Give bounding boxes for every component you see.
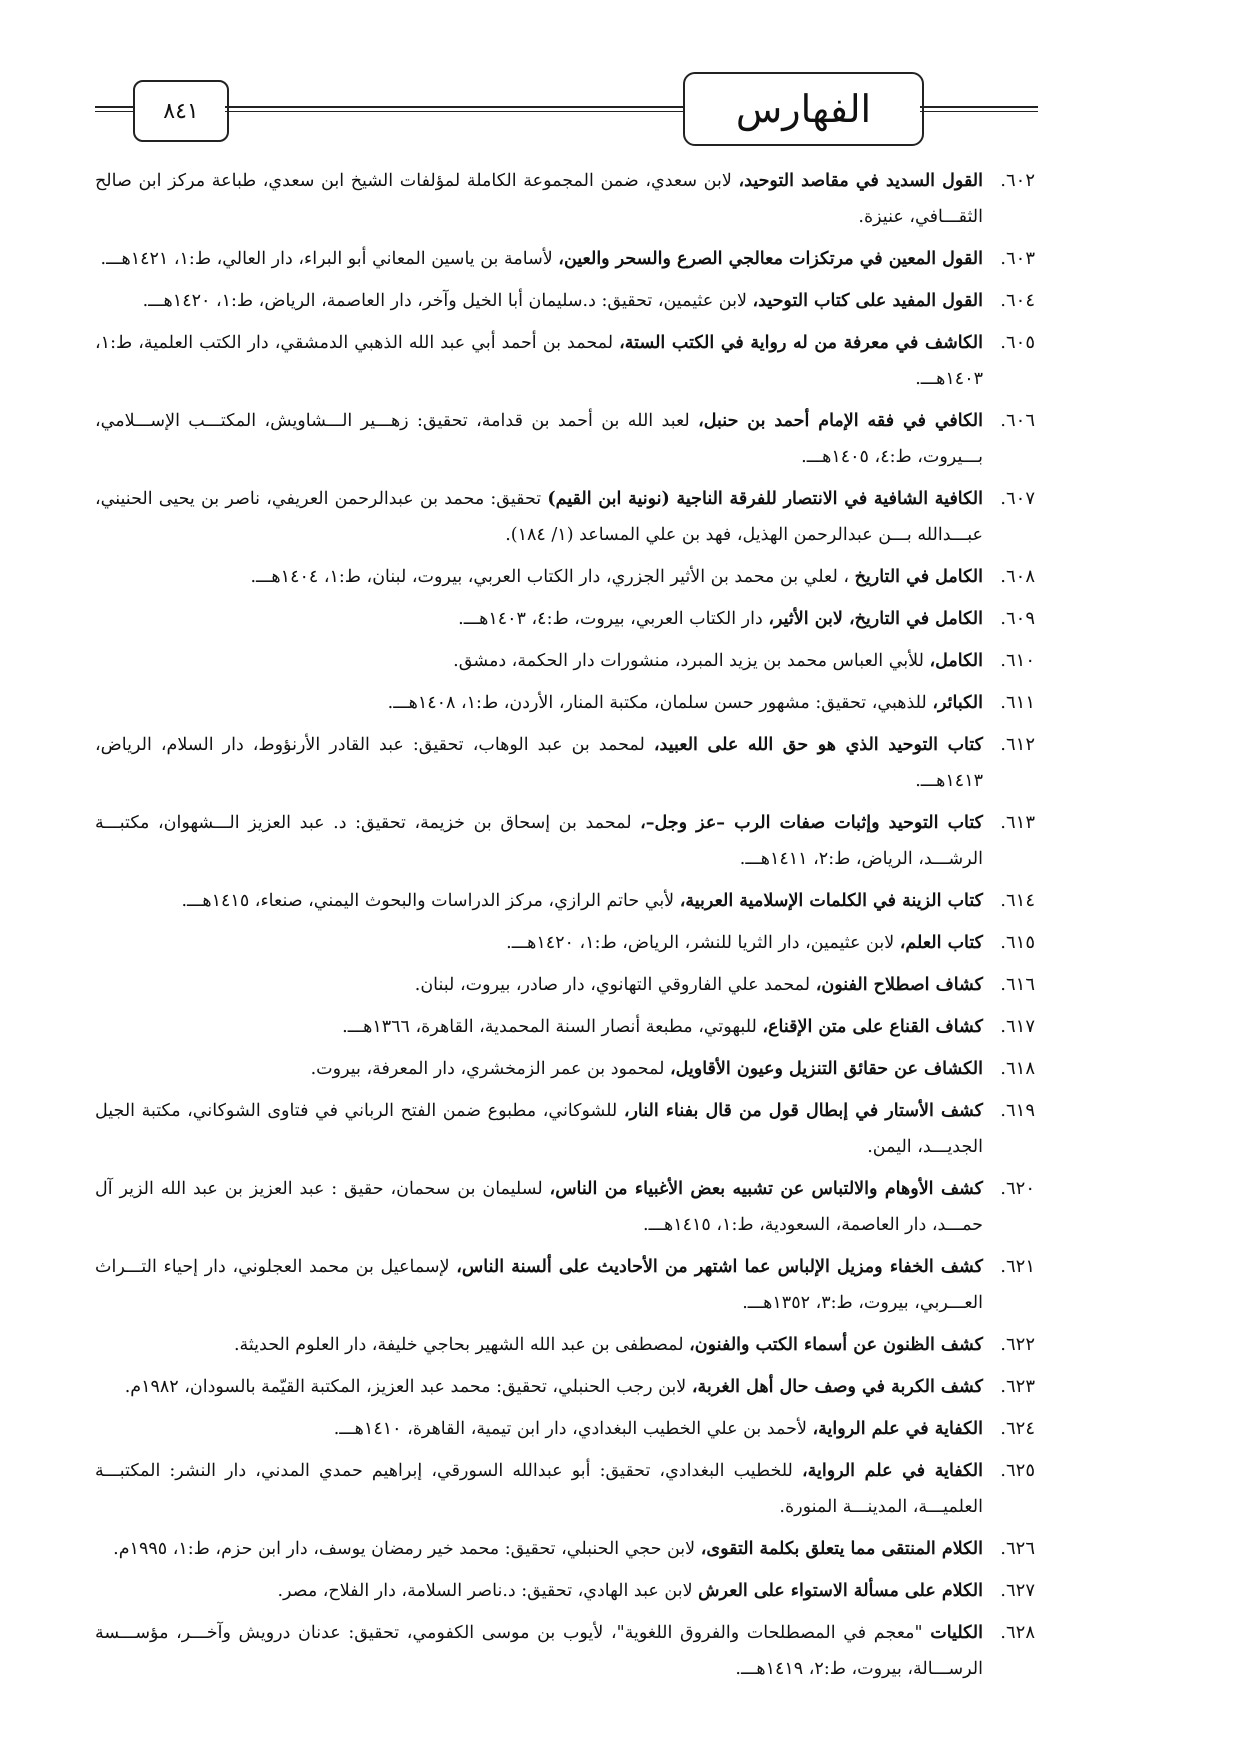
entry-text xyxy=(95,883,983,919)
bibliography-entry-617 xyxy=(95,1009,1035,1045)
entry-details: لإسماعيل بن محمد العجلوني، دار إحياء التـــراث العـــربي، بيروت، ط:٣، ١٣٥٢هـــ. xyxy=(95,1257,983,1313)
bibliography-entry-627 xyxy=(95,1573,1035,1609)
entry-text xyxy=(95,805,983,877)
entry-number: ٦١٩. xyxy=(1000,1100,1035,1121)
entry-title: الكاشف في معرفة من له رواية في الكتب الستة، xyxy=(619,333,983,353)
entry-title: الكامل في التاريخ، لابن الأثير، xyxy=(768,609,983,629)
header-rule-left xyxy=(95,106,135,112)
entry-details: لمحمد علي الفاروقي التهانوي، دار صادر، بيروت، لبنان. xyxy=(414,975,816,995)
entry-details: للشوكاني، مطبوع ضمن الفتح الرباني في فتاوى الشوكاني، مكتبة الجيل الجديـــد، اليمن. xyxy=(95,1101,983,1157)
bibliography-entry-620 xyxy=(95,1171,1035,1243)
entry-details: لابن رجب الحنبلي، تحقيق: محمد عبد العزيز، المكتبة القيّمة بالسودان، ١٩٨٢م. xyxy=(124,1377,692,1397)
entry-text xyxy=(95,1453,983,1525)
entry-number: ٦١٧. xyxy=(1000,1016,1035,1037)
entry-title: القول المعين في مرتكزات معالجي الصرع والسحر والعين، xyxy=(558,249,983,269)
entry-number: ٦١٨. xyxy=(1000,1058,1035,1079)
bibliography-entry-624 xyxy=(95,1411,1035,1447)
entry-text xyxy=(95,1411,983,1447)
entry-details: لابن عثيمين، دار الثريا للنشر، الرياض، ط:١، ١٤٢٠هـــ. xyxy=(506,933,900,953)
entry-number: ٦١١. xyxy=(1000,692,1035,713)
entry-number: ٦٢٣. xyxy=(1000,1376,1035,1397)
page-number-box xyxy=(133,80,229,142)
entry-number: ٦٢٢. xyxy=(1000,1334,1035,1355)
entry-text xyxy=(95,685,983,721)
entry-title: كتاب التوحيد وإثبات صفات الرب –عز وجل–، xyxy=(640,813,983,833)
entry-text xyxy=(95,601,983,637)
entry-title: الكفاية في علم الرواية، xyxy=(812,1419,983,1439)
entry-details: للبهوتي، مطبعة أنصار السنة المحمدية، القاهرة، ١٣٦٦هـــ. xyxy=(342,1017,763,1037)
entry-title: كشف الأستار في إبطال قول من قال بفناء النار، xyxy=(623,1101,984,1121)
bibliography-entry-609 xyxy=(95,601,1035,637)
entry-title: الكافي في فقه الإمام أحمد بن حنبل، xyxy=(698,411,983,431)
section-title-box xyxy=(683,72,924,146)
bibliography-entry-604 xyxy=(95,283,1035,319)
entry-title: كتاب العلم، xyxy=(899,933,983,953)
page-number: ٨٤١ xyxy=(163,98,199,124)
bibliography-entry-602 xyxy=(95,163,1035,235)
entry-title: كشاف اصطلاح الفنون، xyxy=(815,975,983,995)
entry-title: الكامل في التاريخ xyxy=(854,567,983,587)
entry-number: ٦٠٤. xyxy=(1000,290,1035,311)
entry-text xyxy=(95,925,983,961)
entry-details: لأبي حاتم الرازي، مركز الدراسات والبحوث اليمني، صنعاء، ١٤١٥هـــ. xyxy=(181,891,680,911)
bibliography-entry-608 xyxy=(95,559,1035,595)
bibliography-entry-610 xyxy=(95,643,1035,679)
entry-details: لمحمود بن عمر الزمخشري، دار المعرفة، بيروت. xyxy=(310,1059,670,1079)
entry-number: ٦٠٩. xyxy=(1000,608,1035,629)
entry-number: ٦٠٨. xyxy=(1000,566,1035,587)
entry-text xyxy=(95,727,983,799)
entry-details: ، لعلي بن محمد بن الأثير الجزري، دار الكتاب العربي، بيروت، لبنان، ط:١، ١٤٠٤هـــ. xyxy=(250,567,855,587)
entry-number: ٦٢٠. xyxy=(1000,1178,1035,1199)
bibliography-entry-612 xyxy=(95,727,1035,799)
entry-number: ٦١٣. xyxy=(1000,812,1035,833)
header-rule-right xyxy=(920,106,1038,112)
entry-title: كتاب التوحيد الذي هو حق الله على العبيد، xyxy=(653,735,983,755)
entry-text xyxy=(95,1369,983,1405)
entry-number: ٦٢٤. xyxy=(1000,1418,1035,1439)
entry-number: ٦١٦. xyxy=(1000,974,1035,995)
entry-number: ٦٢٥. xyxy=(1000,1460,1035,1481)
bibliography-entry-622 xyxy=(95,1327,1035,1363)
bibliography-entry-606 xyxy=(95,403,1035,475)
entry-text xyxy=(95,1009,983,1045)
entry-number: ٦١٥. xyxy=(1000,932,1035,953)
entry-title: كشف الكربة في وصف حال أهل الغربة، xyxy=(691,1377,983,1397)
page-header xyxy=(0,0,1240,150)
bibliography-entry-605 xyxy=(95,325,1035,397)
entry-details: دار الكتاب العربي، بيروت، ط:٤، ١٤٠٣هـــ. xyxy=(458,609,769,629)
entry-title: الكلام المنتقى مما يتعلق بكلمة التقوى، xyxy=(700,1539,983,1559)
entry-title: كشف الظنون عن أسماء الكتب والفنون، xyxy=(689,1335,983,1355)
entry-text xyxy=(95,967,983,1003)
entry-details: لابن عبد الهادي، تحقيق: د.ناصر السلامة، دار الفلاح، مصر. xyxy=(277,1581,699,1601)
entry-number: ٦٠٢. xyxy=(1000,170,1035,191)
entry-text xyxy=(95,163,983,235)
entry-text xyxy=(95,1531,983,1567)
entry-text xyxy=(95,1615,983,1687)
bibliography-entry-616 xyxy=(95,967,1035,1003)
entry-details: لأسامة بن ياسين المعاني أبو البراء، دار العالي، ط:١، ١٤٢١هـــ. xyxy=(100,249,559,269)
entry-number: ٦١٠. xyxy=(1000,650,1035,671)
entry-details: لأحمد بن علي الخطيب البغدادي، دار ابن تيمية، القاهرة، ١٤١٠هـــ. xyxy=(333,1419,813,1439)
bibliography-entry-611 xyxy=(95,685,1035,721)
entry-text xyxy=(95,403,983,475)
header-rule-middle xyxy=(225,106,685,112)
bibliography-entry-625 xyxy=(95,1453,1035,1525)
entry-text xyxy=(95,241,983,277)
entry-number: ٦٠٣. xyxy=(1000,248,1035,269)
entry-text xyxy=(95,325,983,397)
entry-details: لمحمد بن إسحاق بن خزيمة، تحقيق: د. عبد العزيز الـــشهوان، مكتبـــة الرشـــد، الرياض، ط:٢، ١٤١١هـــ. xyxy=(95,813,983,869)
entry-text xyxy=(95,1249,983,1321)
entry-text xyxy=(95,1093,983,1165)
entry-details: للذهبي، تحقيق: مشهور حسن سلمان، مكتبة المنار، الأردن، ط:١، ١٤٠٨هـــ. xyxy=(387,693,933,713)
bibliography-entry-628 xyxy=(95,1615,1035,1687)
entry-title: الكلام على مسألة الاستواء على العرش xyxy=(698,1581,983,1601)
entry-title: كشف الأوهام والالتباس عن تشبيه بعض الأغبياء من الناس، xyxy=(549,1179,983,1199)
entry-text xyxy=(95,1171,983,1243)
entry-title: الكبائر، xyxy=(932,693,983,713)
entry-number: ٦٢١. xyxy=(1000,1256,1035,1277)
entry-number: ٦٢٦. xyxy=(1000,1538,1035,1559)
bibliography-entry-613 xyxy=(95,805,1035,877)
entry-title: كشاف القناع على متن الإقناع، xyxy=(762,1017,983,1037)
entry-title: الكامل، xyxy=(929,651,983,671)
entry-details: لمحمد بن عبد الوهاب، تحقيق: عبد القادر الأرنؤوط، دار السلام، الرياض، ١٤١٣هـــ. xyxy=(95,735,983,791)
bibliography-entry-607 xyxy=(95,481,1035,553)
entry-details: لمصطفى بن عبد الله الشهير بحاجي خليفة، دار العلوم الحديثة. xyxy=(233,1335,690,1355)
entry-title: الكليات xyxy=(930,1623,983,1643)
entry-title: كتاب الزينة في الكلمات الإسلامية العربية، xyxy=(679,891,983,911)
entry-details: تحقيق: محمد بن عبدالرحمن العريفي، ناصر بن يحيى الحنيني، عبـــدالله بـــن عبدالرحمن الهذيل، فهد بن علي المساعد (١/ ١٨٤). xyxy=(95,489,983,545)
entry-details: لمحمد بن أحمد أبي عبد الله الذهبي الدمشقي، دار الكتب العلمية، ط:١، ١٤٠٣هـــ. xyxy=(95,333,983,389)
entry-text xyxy=(95,1327,983,1363)
section-title: الفهارس xyxy=(735,87,872,131)
entry-text xyxy=(95,559,983,595)
entry-details: لابن سعدي، ضمن المجموعة الكاملة لمؤلفات الشيخ ابن سعدي، طباعة مركز ابن صالح الثقـــافي، عنيزة. xyxy=(95,171,983,227)
entry-details: لابن حجي الحنبلي، تحقيق: محمد خير رمضان يوسف، دار ابن حزم، ط:١، ١٩٩٥م. xyxy=(113,1539,701,1559)
entry-text xyxy=(95,643,983,679)
entry-details: لسليمان بن سحمان، حقيق : عبد العزيز بن عبد الله الزير آل حمـــد، دار العاصمة، السعودية، ط:١، ١٤١٥هـــ. xyxy=(95,1179,983,1235)
entry-number: ٦١٤. xyxy=(1000,890,1035,911)
entry-text xyxy=(95,1051,983,1087)
entry-number: ٦٢٧. xyxy=(1000,1580,1035,1601)
entry-title: كشف الخفاء ومزيل الإلباس عما اشتهر من الأحاديث على ألسنة الناس، xyxy=(456,1257,983,1277)
bibliography-entry-618 xyxy=(95,1051,1035,1087)
entry-number: ٦٠٧. xyxy=(1000,488,1035,509)
entry-title: الكشاف عن حقائق التنزيل وعيون الأقاويل، xyxy=(669,1059,983,1079)
entry-number: ٦٢٨. xyxy=(1000,1622,1035,1643)
entry-text xyxy=(95,481,983,553)
entry-text xyxy=(95,283,983,319)
entry-title: القول المفيد على كتاب التوحيد، xyxy=(752,291,983,311)
bibliography-entry-603 xyxy=(95,241,1035,277)
entry-details: للخطيب البغدادي، تحقيق: أبو عبدالله السورقي، إبراهيم حمدي المدني، دار النشر: المكتبـــة العلميـــة، المدينـــة المنورة. xyxy=(95,1461,983,1517)
bibliography-entry-615 xyxy=(95,925,1035,961)
entry-details: "معجم في المصطلحات والفروق اللغوية"، لأيوب بن موسى الكفومي، تحقيق: عدنان درويش وآخـــر، مؤســـسة الرســـالة، بيروت، ط:٢، ١٤١٩هـــ. xyxy=(95,1623,983,1679)
bibliography-entry-614 xyxy=(95,883,1035,919)
entry-number: ٦٠٥. xyxy=(1000,332,1035,353)
entry-title: القول السديد في مقاصد التوحيد، xyxy=(738,171,983,191)
entry-text xyxy=(95,1573,983,1609)
bibliography-list xyxy=(95,163,1035,1693)
entry-title: الكافية الشافية في الانتصار للفرقة الناجية (نونية ابن القيم) xyxy=(547,489,984,509)
bibliography-entry-626 xyxy=(95,1531,1035,1567)
entry-details: لابن عثيمين، تحقيق: د.سليمان أبا الخيل وآخر، دار العاصمة، الرياض، ط:١، ١٤٢٠هـــ. xyxy=(142,291,753,311)
entry-number: ٦١٢. xyxy=(1000,734,1035,755)
entry-title: الكفاية في علم الرواية، xyxy=(801,1461,983,1481)
bibliography-entry-619 xyxy=(95,1093,1035,1165)
entry-details: للأبي العباس محمد بن يزيد المبرد، منشورات دار الحكمة، دمشق. xyxy=(453,651,930,671)
entry-details: لعبد الله بن أحمد بن قدامة، تحقيق: زهـــير الـــشاويش، المكتـــب الإســـلامي، بـــيروت، ط:٤، ١٤٠٥هـــ. xyxy=(95,411,983,467)
bibliography-entry-623 xyxy=(95,1369,1035,1405)
bibliography-entry-621 xyxy=(95,1249,1035,1321)
entry-number: ٦٠٦. xyxy=(1000,410,1035,431)
